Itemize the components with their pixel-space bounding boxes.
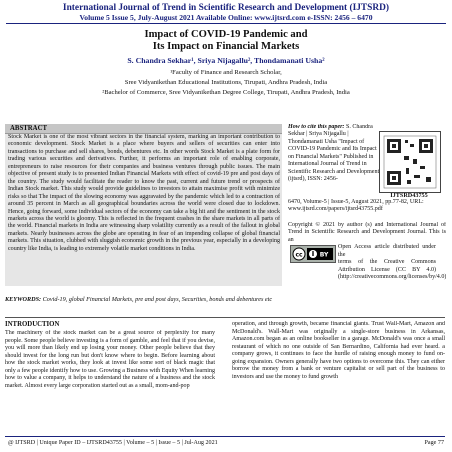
paper-title-line-1: Impact of COVID-19 Pandemic and	[144, 29, 308, 40]
copyright-text-2: Open Access article distributed under the	[338, 244, 436, 258]
footer-page-number: Page 77	[424, 440, 444, 446]
paper-id-badge: IJTSRD43755	[390, 192, 428, 199]
abstract-text: Stock Market is one of the most vibrant sectors in the financial system, marking an important contribution to economic development. Stock Market is a place where buyers and sellers of securities can enter into transactions to purchase and sell shares, bonds, debentures etc. In other words Stock Market is a plate form for trading various securities and derivatives. Further, it performs an important role of enabling corporate, entrepreneurs to raise resources for their companies and business ventures through public issues. The main objective of present study is to presented Indian Financial Markets with effect of covid-19 pre and post days of the country. The study would facilitate the reader to know the past, current and future trend or prospects of Indian Stock market. This study would provide guidelines to investors to attain maximise profit with minimize risks so that The impact of the slowing economy was aggravated by the pandemic which led to a contraction of around 35 percent in March as all geographical boundaries across the world were closed due to lockdown. Hence, going forward, some individual sectors of the economy can take a big hit and the sentiment in the stock markets across the world is gloomy. This is reflected in the frequent crashes in the share markets in all parts of the world. Financial markets in India are witnessing sharp volatility currently as a result of the fallout in global markets. Nearly businesses across the globe are operating in fear of an impending collapse of global financial markets. This situation, clubbed with sluggish economic growth in the previous year, especially in a developing country like India, is leading to extremely volatile market conditions in India.	[8, 134, 280, 252]
ijtsrd-badge-icon	[379, 131, 441, 193]
footer-rule	[5, 436, 445, 437]
footer-paper-info: @ IJTSRD | Unique Paper ID – IJTSRD43755 | Volume – 5 | Issue – 5 | Jul-Aug 2021	[8, 440, 218, 446]
keywords-text: Covid-19, global Financial Markets, pre and post days, Securities, bonds and debentures etc	[42, 296, 273, 303]
citation-label: How to cite this paper:	[288, 124, 345, 130]
copyright-text-1: Copyright © 2021 by author (s) and International Journal of Trend in Scientific Research and Development Journal. This is an	[288, 222, 446, 243]
journal-volume-line: Volume 5 Issue 5, July-August 2021 Available Online: www.ijtsrd.com e-ISSN: 2456 – 6470	[79, 13, 373, 22]
section-divider	[5, 317, 445, 318]
paper-title-line-2: Its Impact on Financial Markets	[152, 41, 300, 52]
svg-text:BY: BY	[319, 251, 329, 259]
introduction-left-column: The machinery of the stock market can be a great source of perplexity for many people. Some people believe investing is a form of gamble, and feel that if you devise, you will more than likely end up losing your money. Other people believe that they should invest for the long run but don't know where to begin. Before learning about how the stock market works, they look at invest like some sort of black magic that only a few people identify how to use. Growing a Business with Equity When learning how to value a company, it helps to understand the nature of a business and the stock market. Almost every large corporation started out as a small, mom-and-pop	[5, 330, 215, 389]
keywords-label: KEYWORDS:	[5, 296, 42, 303]
affiliation-1: ¹Faculty of Finance and Research Scholar,	[170, 69, 282, 76]
paper-title	[0, 29, 452, 53]
header-rule	[6, 23, 446, 24]
introduction-heading: INTRODUCTION	[5, 321, 60, 328]
citation-body: S. Chandra Sekhar | Sriya Nijagallu | Thondamanati Usha "Impact of COVID-19 Pandemic and Its Impact on Financial Markets" Published in International Journal of Trend in Scientific Research and Development (ijtsrd), ISSN: 2456-	[288, 124, 380, 183]
citation-tail: 6470, Volume-5 | Issue-5, August 2021, pp.77-82, URL: www.ijtsrd.com/papers/ijtsrd43755.pdf	[288, 199, 424, 213]
copyright-text-3: terms of the Creative Commons Attribution License (CC BY 4.0) (http://creativecommons.org/licenses/by/4.0)	[338, 259, 446, 280]
citation-text	[288, 124, 380, 184]
abstract-header-bar	[5, 124, 282, 134]
paper-authors: S. Chandra Sekhar¹, Sriya Nijagallu², Thondamanati Usha²	[127, 56, 325, 65]
introduction-right-column: operation, and through growth, became financial giants. Trust Wall-Mart, Amazon and McDonald's. Wall-Mart was originally a single-store business in Arkansas, Amazon.com began as an online bookseller in a garage. McDonald's was once a small restaurant of which no one outside of San Bernardino, California had ever heard. a company grows, it continues to face the hurdle of raising enough money to fund on-going expansion. Owners generally have two options to overcome this. They can either borrow the money from a bank or venture capitalist or sell part of the business to investors and use the money to fund growth	[232, 321, 445, 380]
affiliation-2: Sree Vidyanikethan Educational Institutions, Tirupati, Andhra Pradesh, India	[124, 79, 328, 86]
keywords-line	[5, 296, 282, 304]
journal-title: International Journal of Trend in Scientific Research and Development (IJTSRD)	[62, 3, 390, 13]
affiliation-3: ²Bachelor of Commerce, Sree Vidyanikethan Degree College, Tirupati, Andhra Pradesh, India	[102, 89, 350, 96]
abstract-heading: ABSTRACT	[10, 125, 48, 132]
svg-text:cc: cc	[295, 251, 303, 259]
cc-by-license-icon	[290, 245, 336, 263]
